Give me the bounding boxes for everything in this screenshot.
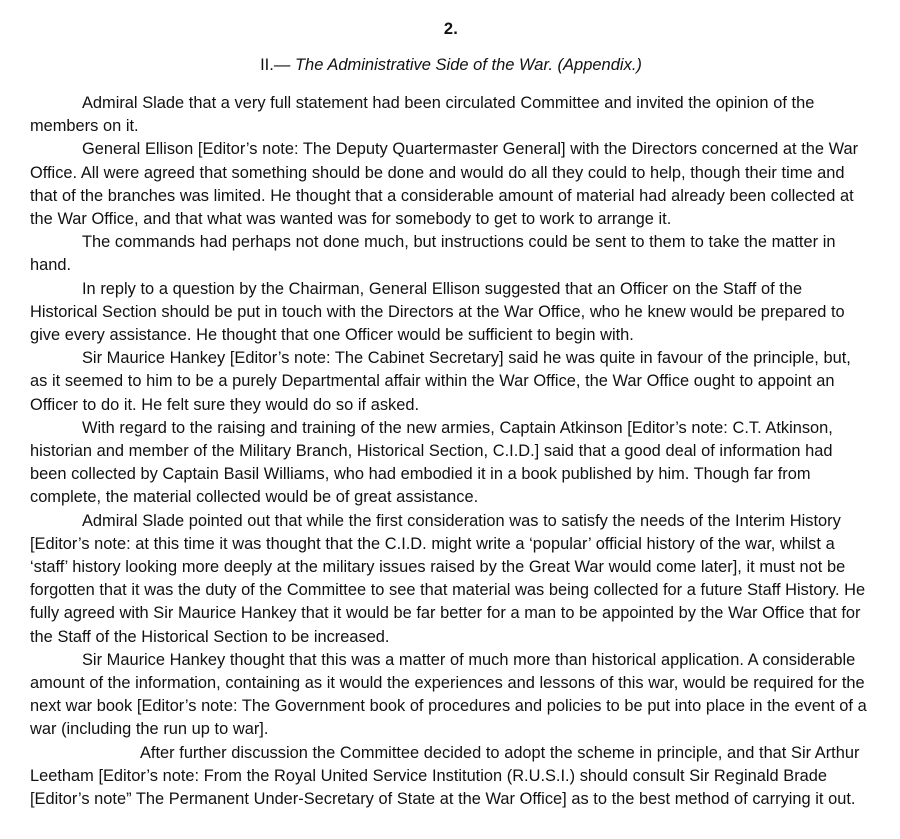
para-admiral-slade-statement: Admiral Slade that a very full statement had been circulated Committee and invited the opinion of the members on it. [30,94,815,136]
para-hankey-next-war-book: Sir Maurice Hankey thought that this was a matter of much more than historical application. A considerable amount of the information, containing as it would the experiences and lessons of this war, would be required for the next war book [Editor’s note: The Government book of procedures and policies to be put into place in the event of a war (including the run up to war]. [30,650,867,739]
para-chairman-question-officer: In reply to a question by the Chairman, General Ellison suggested that an Officer on the Staff of the Historical Section should be put in touch with the Directors at the War Office, who he knew would be prepared to give every assistance. He thought that one Officer would be sufficient to begin with. [30,279,845,345]
para-hankey-cabinet-secretary: Sir Maurice Hankey [Editor’s note: The Cabinet Secretary] said he was quite in favour of the principle, but, as it seemed to him to be a purely Departmental affair within the War Office, the War Office ought to appoint an Officer to do it. He felt sure they would do so if asked. [30,349,851,414]
para-general-ellison-directors: General Ellison [Editor’s note: The Deputy Quartermaster General] with the Directors concerned at the War Office. All were agreed that something should be done and would do all they could to help, though their time and that of the branches was limited. He thought that a considerable amount of material had already been collected at the War Office, and that what was wanted was for somebody to get to work to arrange it. [30,140,859,229]
section-title [30,54,872,76]
para-slade-interim-history: Admiral Slade pointed out that while the first consideration was to satisfy the needs of the Interim History [Editor’s note: at this time it was thought that the C.I.D. might write a ‘popular’ official history of the war, whilst a ‘staff’ history looking more deeply at the military issues raised by the Great War would come later], it must not be forgotten that it was the duty of the Committee to see that material was being collected for a future Staff History. He fully agreed with Sir Maurice Hankey that it would be far better for a man to be appointed by the War Office that for the Staff of the Historical Section to be increased. [30,511,866,646]
section-title-text: The Administrative Side of the War. (Appendix.) [294,56,642,74]
para-commands-instructions: The commands had perhaps not done much, but instructions could be sent to them to take the matter in hand. [30,233,836,275]
section-numeral: II.— [260,56,295,74]
para-committee-decision: After further discussion the Committee decided to adopt the scheme in principle, and that Sir Arthur Leetham [Editor’s note: From the Royal United Service Institution (R.U.S.I.) should consult Sir Reginald Brade [Editor’s note” The Permanent Under-Secretary of State at the War Office] as to the best method of carrying it out. [30,743,860,809]
body-text [30,92,872,811]
page-number: 2. [443,20,459,38]
para-atkinson-new-armies: With regard to the raising and training of the new armies, Captain Atkinson [Editor’s note: C.T. Atkinson, historian and member of the Military Branch, Historical Section, C.I.D.] said that a good deal of information had been collected by Captain Basil Williams, who had embodied it in a book published by him. Though far from complete, the material collected would be of great assistance. [30,418,833,507]
